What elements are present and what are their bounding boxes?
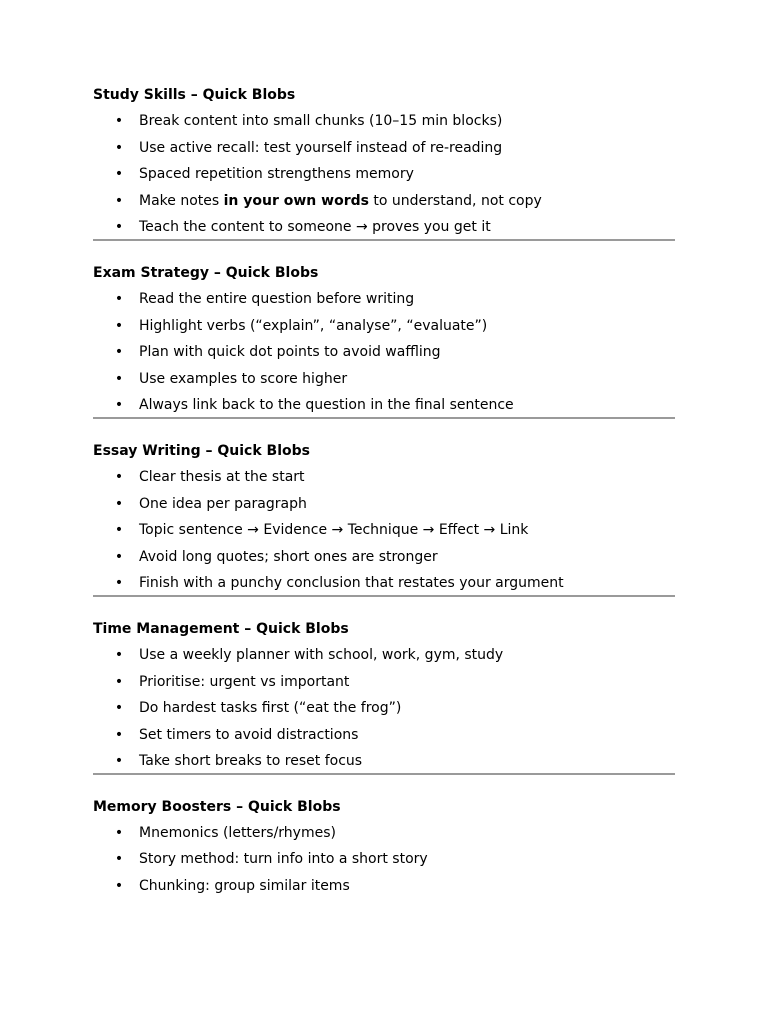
list-item: [93, 112, 675, 130]
bullet-icon: •: [114, 317, 124, 334]
bullet-icon: •: [114, 878, 124, 895]
bullet-icon: •: [114, 673, 124, 690]
section-exam-strategy: [93, 264, 675, 414]
bullet-list: [93, 112, 675, 236]
bullet-icon: •: [114, 522, 124, 539]
list-item: [93, 396, 675, 414]
bullet-icon: •: [114, 495, 124, 512]
bullet-icon: •: [114, 700, 124, 717]
list-item-text: Finish with a punchy conclusion that restates your argument: [139, 575, 564, 592]
list-item: [93, 317, 675, 335]
list-item-text-after: to understand, not copy: [368, 192, 542, 209]
list-item: [93, 548, 675, 566]
bullet-list: [93, 468, 675, 592]
bullet-icon: •: [114, 468, 124, 485]
bullet-icon: •: [114, 113, 124, 129]
list-item-text: Set timers to avoid distractions: [139, 726, 359, 743]
list-item-text: Chunking: group similar items: [139, 878, 350, 895]
bullet-icon: •: [114, 290, 124, 307]
list-item-text: Teach the content to someone → proves you get it: [139, 219, 491, 236]
list-item-text: Avoid long quotes; short ones are stronger: [139, 548, 438, 565]
list-item-text-bold: in your own words: [223, 192, 369, 209]
bullet-icon: •: [114, 575, 124, 592]
list-item-text: Spaced repetition strengthens memory: [139, 166, 414, 183]
list-item-text: Read the entire question before writing: [139, 290, 415, 307]
list-item: [93, 495, 675, 513]
bullet-icon: •: [114, 192, 124, 209]
bullet-list: [93, 824, 675, 895]
section-divider: [93, 773, 675, 775]
list-item: [93, 290, 675, 308]
bullet-icon: •: [114, 548, 124, 565]
bullet-icon: •: [114, 646, 124, 663]
list-item: [93, 699, 675, 717]
section-divider: [93, 595, 675, 597]
list-item: [93, 877, 675, 895]
bullet-icon: •: [114, 824, 124, 841]
list-item-text: Always link back to the question in the final sentence: [139, 397, 514, 414]
section-memory-boosters: [93, 798, 675, 895]
list-item: [93, 726, 675, 744]
section-essay-writing: [93, 442, 675, 592]
bullet-icon: •: [114, 370, 124, 387]
bullet-icon: •: [114, 344, 124, 361]
section-title: Memory Boosters – Quick Blobs: [93, 798, 341, 815]
list-item: [93, 646, 675, 664]
list-item: [93, 521, 675, 539]
list-item-text: Story method: turn info into a short story: [139, 851, 428, 868]
section-title: Essay Writing – Quick Blobs: [93, 442, 310, 459]
document-page: [93, 86, 675, 904]
bullet-list: [93, 290, 675, 414]
section-study-skills: [93, 86, 675, 236]
list-item: [93, 824, 675, 842]
list-item: [93, 139, 675, 157]
section-time-management: [93, 620, 675, 770]
list-item-text: Highlight verbs (“explain”, “analyse”, “evaluate”): [139, 317, 488, 334]
list-item: [93, 218, 675, 236]
bullet-list: [93, 646, 675, 770]
list-item-text-before: Make notes: [139, 192, 224, 209]
section-title: Study Skills – Quick Blobs: [93, 87, 296, 103]
bullet-icon: •: [114, 219, 124, 236]
list-item-text: One idea per paragraph: [139, 495, 307, 512]
bullet-icon: •: [114, 726, 124, 743]
list-item: [93, 343, 675, 361]
section-title: Time Management – Quick Blobs: [93, 620, 349, 637]
list-item: [93, 192, 675, 210]
list-item: [93, 370, 675, 388]
list-item-text: Do hardest tasks first (“eat the frog”): [139, 700, 402, 717]
bullet-icon: •: [114, 851, 124, 868]
list-item-text: Mnemonics (letters/rhymes): [139, 824, 336, 841]
bullet-icon: •: [114, 139, 124, 156]
list-item: [93, 468, 675, 486]
list-item-text: Topic sentence → Evidence → Technique → Effect → Link: [139, 522, 529, 539]
bullet-icon: •: [114, 166, 124, 183]
section-divider: [93, 417, 675, 419]
list-item-text: Break content into small chunks (10–15 min blocks): [139, 113, 503, 129]
section-divider: [93, 239, 675, 241]
list-item-text: Prioritise: urgent vs important: [139, 673, 350, 690]
list-item-text: Plan with quick dot points to avoid waffling: [139, 344, 441, 361]
section-title: Exam Strategy – Quick Blobs: [93, 264, 319, 281]
bullet-icon: •: [114, 397, 124, 414]
list-item: [93, 574, 675, 592]
list-item: [93, 850, 675, 868]
list-item-text: Use examples to score higher: [139, 370, 348, 387]
list-item-text: Use a weekly planner with school, work, gym, study: [139, 646, 504, 663]
bullet-icon: •: [114, 753, 124, 770]
list-item: [93, 752, 675, 770]
list-item-text: Use active recall: test yourself instead of re-reading: [139, 139, 503, 156]
list-item-text: Clear thesis at the start: [139, 468, 305, 485]
list-item: [93, 673, 675, 691]
list-item-text: Take short breaks to reset focus: [139, 753, 363, 770]
list-item: [93, 165, 675, 183]
